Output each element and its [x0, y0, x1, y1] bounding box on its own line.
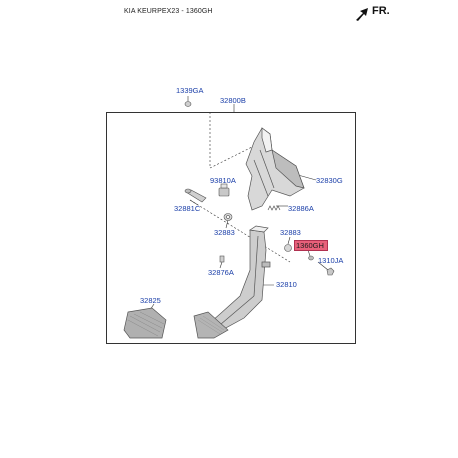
callout-32883-right[interactable]: 32883	[280, 228, 301, 237]
clip-93810a	[219, 184, 229, 196]
callout-1339ga[interactable]: 1339GA	[176, 86, 204, 95]
diagram-header: KIA KEURPEX23 - 1360GH	[124, 8, 213, 15]
pedal-pad-32825	[124, 308, 166, 338]
callout-32800b[interactable]: 32800B	[220, 96, 246, 105]
bolt-1339ga	[185, 102, 191, 107]
bushing-32883-right	[285, 245, 292, 252]
callout-32883-left[interactable]: 32883	[214, 228, 235, 237]
stopper-32876a	[220, 256, 224, 262]
callout-1310ja[interactable]: 1310JA	[318, 256, 344, 265]
callout-93810a[interactable]: 93810A	[210, 176, 236, 185]
bolt-32881c	[185, 189, 206, 202]
callout-32830g[interactable]: 32830G	[316, 176, 343, 185]
front-label: FR.	[372, 5, 390, 17]
callout-1360gh[interactable]: 1360GH	[296, 241, 324, 250]
bracket-32830g	[246, 128, 304, 210]
callout-32886a[interactable]: 32886A	[288, 204, 314, 213]
callout-32810[interactable]: 32810	[276, 280, 297, 289]
spring-32886a	[268, 206, 280, 210]
bushing-32883-left	[224, 214, 232, 221]
callout-32881c[interactable]: 32881C	[174, 204, 201, 213]
nut-1310ja	[327, 268, 334, 275]
callout-32876a[interactable]: 32876A	[208, 268, 234, 277]
callout-32825[interactable]: 32825	[140, 296, 161, 305]
pin-1360gh	[309, 256, 314, 260]
